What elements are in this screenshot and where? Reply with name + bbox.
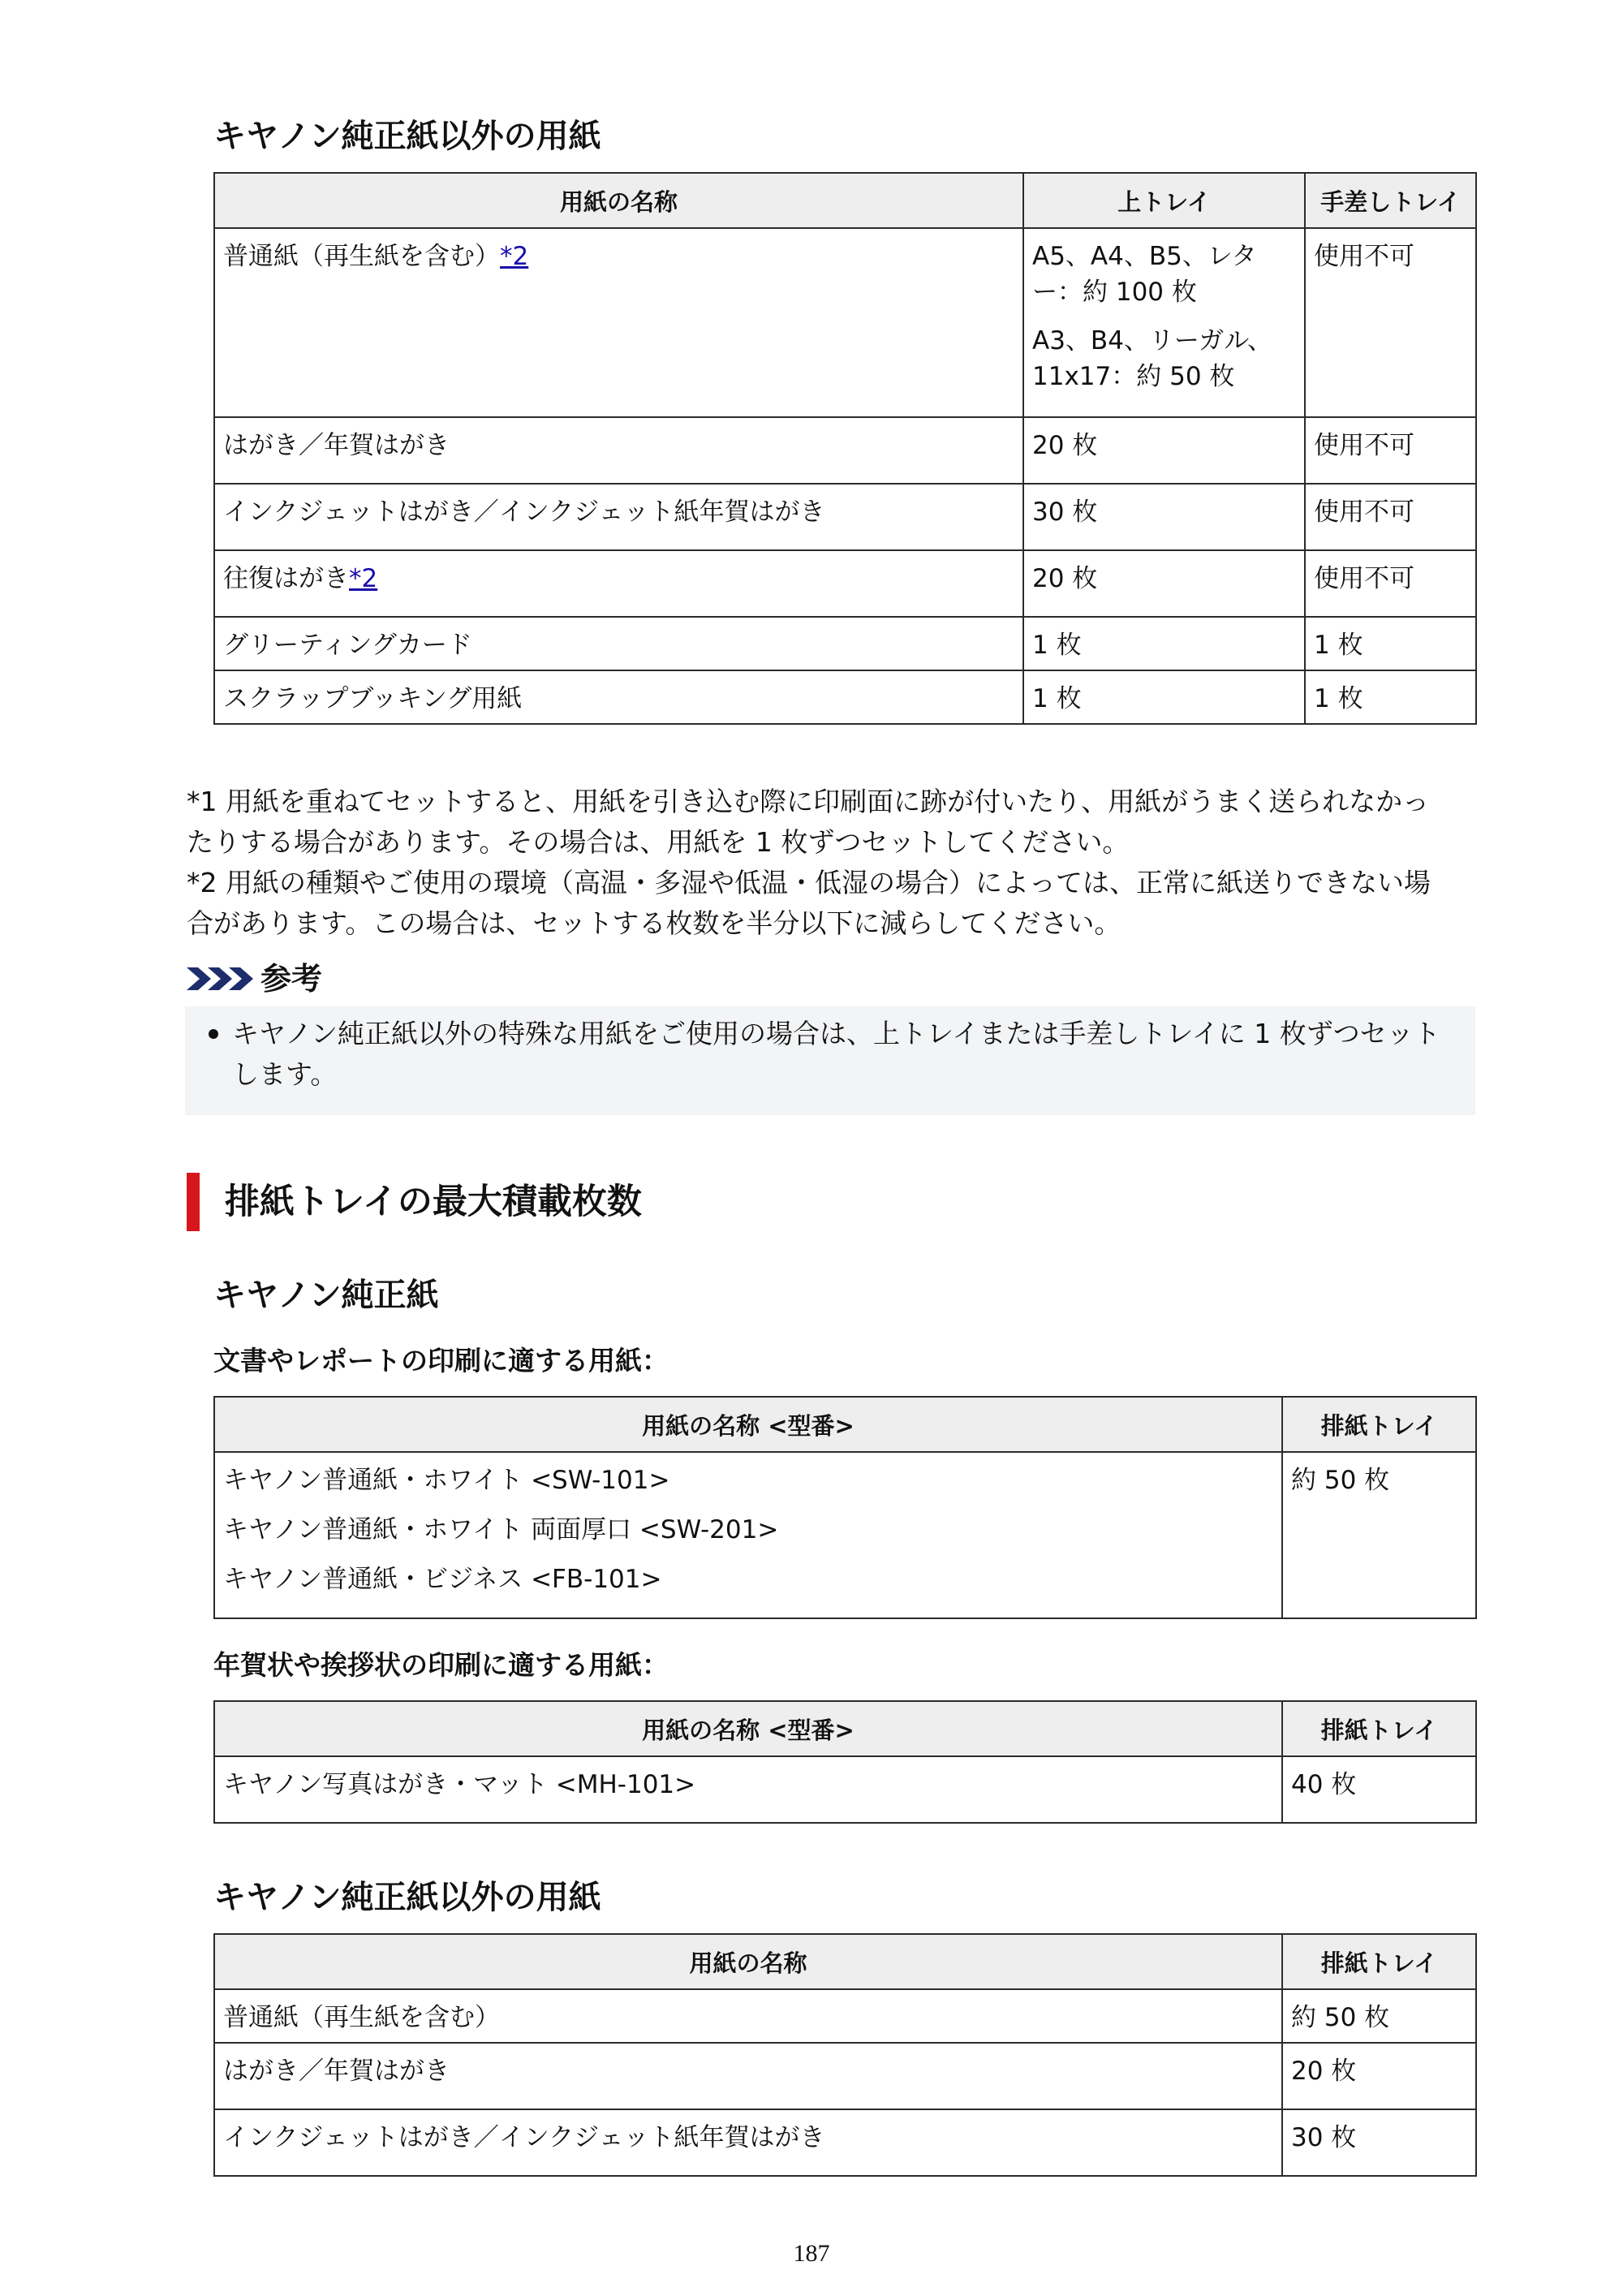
output-tray-cell: 約 50 枚: [1282, 1989, 1476, 2043]
section-heading-bar: [187, 1173, 200, 1231]
table-row: [214, 1452, 1476, 1618]
footnote-link[interactable]: *2: [349, 564, 378, 593]
footnote-2-line: 合があります。この場合は、セットする枚数を半分以下に減らしてください。: [187, 907, 1121, 939]
output-tray-cell: 20 枚: [1282, 2043, 1476, 2109]
col-header-output-tray: 排紙トレイ: [1282, 1397, 1476, 1452]
upper-tray-cell: 20 枚: [1023, 417, 1305, 484]
note-chevrons-icon: [187, 966, 260, 992]
manual-tray-cell: 1 枚: [1305, 670, 1476, 724]
output-cards-table: [213, 1700, 1477, 1824]
manual-tray-cell: 使用不可: [1305, 550, 1476, 617]
paper-name-cell: はがき／年賀はがき: [214, 2043, 1282, 2109]
col-header-upper-tray: 上トレイ: [1023, 173, 1305, 228]
table-row: [214, 228, 1476, 417]
col-header-paper-name: 用紙の名称: [214, 173, 1023, 228]
footnote-2-line: *2 用紙の種類やご使用の環境（高温・多湿や低温・低湿の場合）によっては、正常に紙送りできない場: [187, 867, 1431, 898]
paper-name-cell: 普通紙（再生紙を含む）: [214, 1989, 1282, 2043]
paper-name-cell: [214, 1452, 1282, 1618]
subtitle-documents-paper: 文書やレポートの印刷に適する用紙：: [213, 1345, 669, 1376]
table-row: [214, 417, 1476, 484]
paper-name-cell: はがき／年賀はがき: [214, 417, 1023, 484]
feed-capacity-table: [213, 172, 1477, 725]
table-row: [214, 670, 1476, 724]
footnote-link[interactable]: *2: [500, 242, 529, 271]
section-title-non-genuine-feed: キヤノン純正紙以外の用紙: [213, 118, 601, 155]
section-heading-output-tray: 排紙トレイの最大積載枚数: [225, 1182, 642, 1222]
col-header-output-tray: 排紙トレイ: [1282, 1701, 1476, 1756]
output-tray-cell: 40 枚: [1282, 1756, 1476, 1823]
subtitle-card-paper: 年賀状や挨拶状の印刷に適する用紙：: [213, 1649, 669, 1681]
paper-name-cell: グリーティングカード: [214, 617, 1023, 670]
paper-name-cell: インクジェットはがき／インクジェット紙年賀はがき: [214, 2109, 1282, 2176]
upper-tray-cell: 1 枚: [1023, 617, 1305, 670]
table-header-row: [214, 1934, 1476, 1989]
table-header-row: [214, 173, 1476, 228]
table-row: [214, 2109, 1476, 2176]
paper-item: キヤノン普通紙・ビジネス <FB-101>: [223, 1565, 662, 1594]
upper-tray-cell: [1023, 228, 1305, 417]
manual-tray-cell: 1 枚: [1305, 617, 1476, 670]
table-row: [214, 1756, 1476, 1823]
paper-name-cell: 往復はがき*2: [214, 550, 1023, 617]
page-number: 187: [793, 2240, 830, 2267]
table-row: [214, 484, 1476, 550]
upper-tray-cell: 1 枚: [1023, 670, 1305, 724]
paper-name-cell: キヤノン写真はがき・マット <MH-101>: [214, 1756, 1282, 1823]
col-header-paper-model: 用紙の名称 <型番>: [214, 1701, 1282, 1756]
manual-tray-cell: 使用不可: [1305, 228, 1476, 417]
paper-name-cell: スクラップブッキング用紙: [214, 670, 1023, 724]
paper-name-cell: 普通紙（再生紙を含む）*2: [214, 228, 1023, 417]
col-header-paper-model: 用紙の名称 <型番>: [214, 1397, 1282, 1452]
paper-item: キヤノン普通紙・ホワイト <SW-101>: [223, 1466, 670, 1495]
table-header-row: [214, 1397, 1476, 1452]
table-header-row: [214, 1701, 1476, 1756]
upper-tray-cell: 30 枚: [1023, 484, 1305, 550]
col-header-paper-name: 用紙の名称: [214, 1934, 1282, 1989]
col-header-manual-tray: 手差しトレイ: [1305, 173, 1476, 228]
capacity-text: A5、A4、B5、レター：約 100 枚: [1032, 242, 1257, 307]
upper-tray-cell: 20 枚: [1023, 550, 1305, 617]
bullet-icon: [209, 1029, 218, 1039]
footnote-1-line: *1 用紙を重ねてセットすると、用紙を引き込む際に印刷面に跡が付いたり、用紙がうまく送られなかっ: [187, 786, 1430, 817]
note-title: 参考: [260, 961, 323, 997]
manual-tray-cell: 使用不可: [1305, 484, 1476, 550]
table-row: [214, 1989, 1476, 2043]
capacity-text: A3、B4、リーガル、11x17：約 50 枚: [1032, 326, 1272, 391]
output-tray-cell: 約 50 枚: [1282, 1452, 1476, 1618]
table-row: [214, 2043, 1476, 2109]
table-row: [214, 617, 1476, 670]
section-title-genuine: キヤノン純正紙: [213, 1277, 439, 1314]
note-box: [185, 1006, 1475, 1115]
paper-item: キヤノン普通紙・ホワイト 両面厚口 <SW-201>: [223, 1515, 779, 1544]
output-tray-cell: 30 枚: [1282, 2109, 1476, 2176]
footnotes: [187, 782, 1485, 944]
output-non-genuine-table: [213, 1933, 1477, 2177]
section-title-non-genuine-output: キヤノン純正紙以外の用紙: [213, 1879, 601, 1916]
manual-tray-cell: 使用不可: [1305, 417, 1476, 484]
col-header-output-tray: 排紙トレイ: [1282, 1934, 1476, 1989]
table-row: [214, 550, 1476, 617]
paper-name-cell: インクジェットはがき／インクジェット紙年賀はがき: [214, 484, 1023, 550]
footnote-1-line: たりする場合があります。その場合は、用紙を 1 枚ずつセットしてください。: [187, 826, 1130, 858]
note-item: キヤノン純正紙以外の特殊な用紙をご使用の場合は、上トレイまたは手差しトレイに 1 枚ずつセット します。: [232, 1018, 1440, 1090]
output-documents-table: [213, 1396, 1477, 1619]
